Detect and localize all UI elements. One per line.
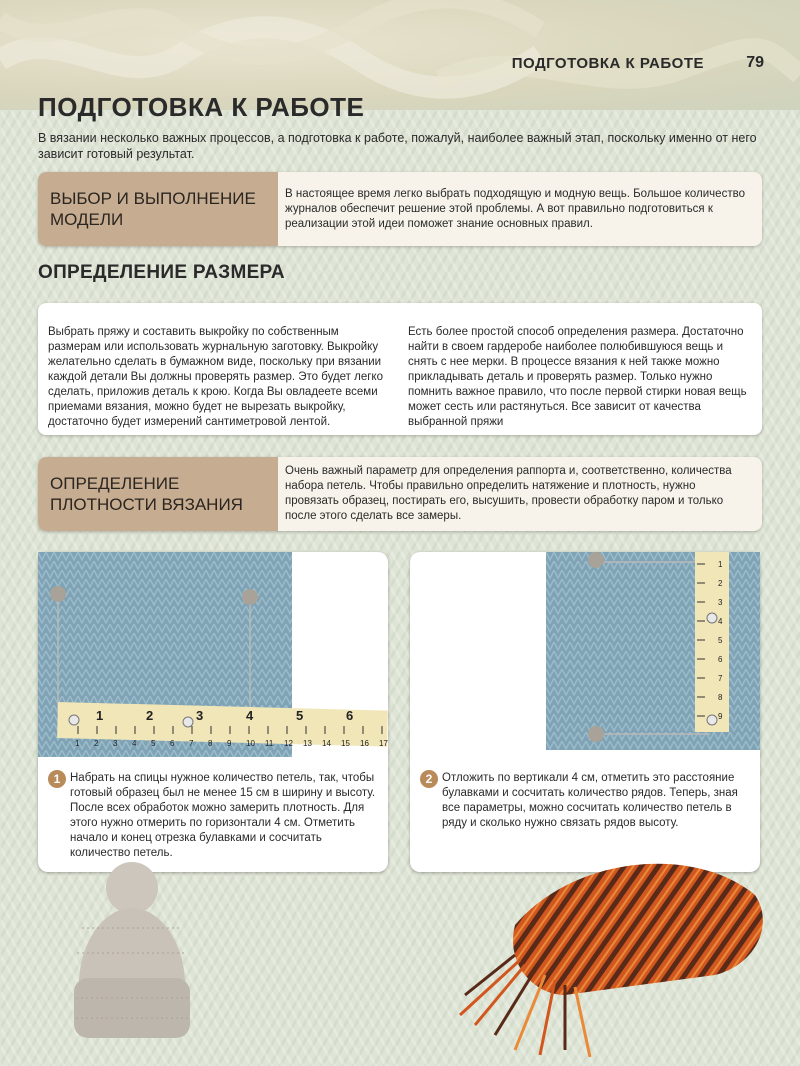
model-choice-block [38,172,762,246]
tape-tick-label: 6 [170,739,175,748]
tape-tick-label: 4 [718,617,723,626]
step-2-text: Отложить по вертикали 4 см, отметить это расстояние булавками и сосчитать количество рядов. Теперь, зная все параметры, можно сосчитать количество петель в ряду и сколько нужно связать рядов высоту. [442,772,738,829]
tape-tick-label: 2 [718,579,723,588]
pin-head [50,586,66,602]
tape-inch-label: 5 [296,708,304,723]
measuring-tape-vertical [695,552,729,732]
tape-tick-label: 8 [718,693,723,702]
page-title: ПОДГОТОВКА К РАБОТЕ [38,92,365,122]
swatch-horizontal-photo [38,552,388,772]
tape-inch-label: 3 [196,708,204,723]
tape-tick-label: 5 [151,739,156,748]
density-block [38,457,762,531]
tape-tick-label: 12 [284,739,293,748]
tape-tick-label: 11 [265,739,274,748]
tape-tick-label: 5 [718,636,723,645]
swatch-vertical-photo [410,552,760,772]
step-2-card [410,552,760,872]
tape-inch-label: 1 [96,708,104,723]
step-1-badge: 1 [48,770,66,788]
tape-tick-label: 10 [246,739,255,748]
tape-tick-label: 16 [360,739,369,748]
striped-scarf-image [455,835,775,1060]
knitted-hat-image [62,858,202,1048]
tape-inch-label: 4 [246,708,254,723]
tape-tick-label: 4 [132,739,137,748]
page-number: 79 [746,54,764,71]
tape-tick-label: 1 [75,739,80,748]
model-choice-text: В настоящее время легко выбрать подходящую и модную вещь. Большое количество журналов обеспечит решение этой проблемы. А вот правильно подготовиться к реализации этой идеи поможет знание основных правил. [285,187,745,230]
size-column-right: Есть более простой способ определения размера. Достаточно найти в своем гардеробе наиболее полюбившуюся вещь и снять с нее мерки. В процессе вязания к ней также можно прикладывать деталь и проверять размер. Только нужно помнить важное правило, что после первой стирки новая вещь может сесть или растянуться. Все зависит от качества выбранной пряжи [408,326,747,428]
tape-tick-label: 2 [94,739,99,748]
pin-head [242,589,258,605]
size-section-title: ОПРЕДЕЛЕНИЕ РАЗМЕРА [38,262,285,283]
tape-tick-label: 15 [341,739,350,748]
tape-tick-label: 1 [718,560,723,569]
tape-tick-label: 13 [303,739,312,748]
pin-head [588,726,604,742]
model-choice-label: ВЫБОР И ВЫПОЛНЕНИЕ МОДЕЛИ [38,172,278,246]
intro-paragraph: В вязании несколько важных процессов, а подготовка к работе, пожалуй, наиболее важный этап, поскольку именно от него зависит готовый результат. [38,131,757,161]
tape-tick-label: 8 [208,739,213,748]
tape-tick-label: 9 [227,739,232,748]
tape-tick-label: 3 [113,739,118,748]
step-2-badge: 2 [420,770,438,788]
tape-tick-label: 17 [379,739,388,748]
step-1-card [38,552,388,872]
running-head: ПОДГОТОВКА К РАБОТЕ [511,55,704,72]
tape-tick-label: 7 [189,739,194,748]
tape-tick-label: 9 [718,712,723,721]
pin-head [588,552,604,568]
size-section-box [38,303,762,435]
tape-inch-label: 6 [346,708,354,723]
tape-tick-label: 14 [322,739,331,748]
tape-tick-label: 3 [718,598,723,607]
density-label: ОПРЕДЕЛЕНИЕ ПЛОТНОСТИ ВЯЗАНИЯ [38,457,278,531]
size-column-left: Выбрать пряжу и составить выкройку по собственным размерам или использовать журнальную заготовку. Выкройку желательно сделать в бумажном виде, поскольку при вязании каждой детали Вы должны проверять размер. Это будет легко сделать, приложив деталь к крою. Когда Вы овладеете всеми приемами вязания, можно будет не вырезать выкройку, достаточно будет измерений сантиметровой лентой. [48,326,383,428]
density-text: Очень важный параметр для определения раппорта и, соответственно, количества набора петель. Чтобы правильно определить натяжение и плотность, нужно провязать образец, постирать его, высушить, провести обработку паром и только после этого сделать все замеры. [285,465,732,522]
tape-tick-label: 7 [718,674,723,683]
tape-tick-label: 6 [718,655,723,664]
step-1-text: Набрать на спицы нужное количество петель, так, чтобы готовый образец был не менее 15 см в ширину и высоту. После всех обработок можно замерить плотность. Для этого нужно отмерить по горизонтали 4 см. Отметить начало и конец отрезка булавками и сосчитать количество петель. [70,772,376,859]
tape-inch-label: 2 [146,708,154,723]
